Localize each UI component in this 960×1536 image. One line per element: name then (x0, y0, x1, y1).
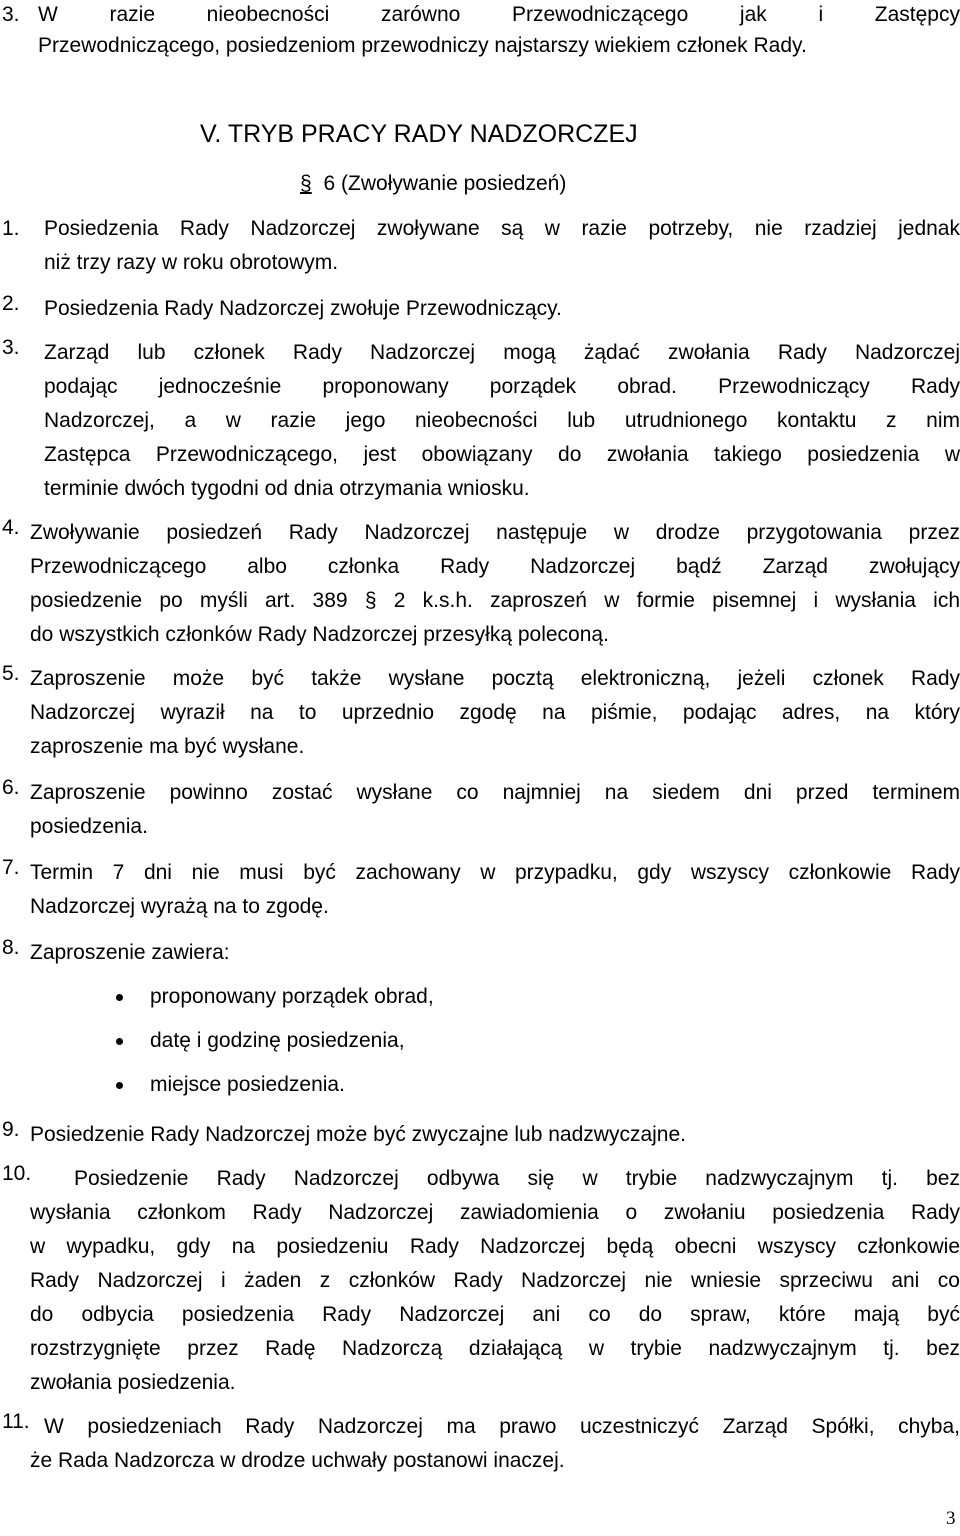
paragraph-line: Posiedzenie Rady Nadzorczej odbywa się w trybie nadzwyczajnym tj. bez (74, 1167, 960, 1190)
item-number: 3. (2, 3, 20, 26)
paragraph-line: wysłania członkom Rady Nadzorczej zawiadomienia o zwołaniu posiedzenia Rady (30, 1201, 960, 1224)
paragraph-line: Nadzorczej wyraził na to uprzednio zgodę na piśmie, podając adres, na który (30, 701, 960, 724)
item-number: 4. (2, 516, 20, 539)
paragraph-line: rozstrzygnięte przez Radę Nadzorczą działającą w trybie nadzwyczajnym tj. bez (30, 1337, 960, 1360)
paragraph-line: Rady Nadzorczej i żaden z członków Rady Nadzorczej nie wniesie sprzeciwu ani co (30, 1269, 960, 1292)
paragraph-line: podając jednocześnie proponowany porządek obrad. Przewodniczący Rady (44, 375, 960, 398)
bullet-icon (116, 1038, 123, 1045)
paragraph-line: Zaproszenie zawiera: (30, 941, 230, 964)
bullet-icon (116, 1082, 123, 1089)
paragraph-line: Zaproszenie może być także wysłane pocztą elektroniczną, jeżeli członek Rady (30, 667, 960, 690)
paragraph-line: terminie dwóch tygodni od dnia otrzymania wniosku. (44, 477, 530, 500)
item-number: 5. (2, 662, 20, 685)
paragraph-line: że Rada Nadzorcza w drodze uchwały postanowi inaczej. (30, 1449, 565, 1472)
section-heading (300, 169, 566, 199)
paragraph-line: Zaproszenie powinno zostać wysłane co najmniej na siedem dni przed terminem (30, 781, 960, 804)
item-number: 10. (2, 1162, 32, 1185)
page-number: 3 (946, 1508, 956, 1529)
paragraph-line: Nadzorczej wyrażą na to zgodę. (30, 895, 329, 918)
paragraph-line: Posiedzenia Rady Nadzorczej zwoływane są w razie potrzeby, nie rzadziej jednak (44, 217, 960, 240)
paragraph-line: Zastępca Przewodniczącego, jest obowiązany do zwołania takiego posiedzenia w (44, 443, 960, 466)
paragraph-line: do odbycia posiedzenia Rady Nadzorczej ani co do spraw, które mają być (30, 1303, 960, 1326)
item-number: 7. (2, 856, 20, 879)
paragraph-line: Przewodniczącego, posiedzeniom przewodniczy najstarszy wiekiem członek Rady. (38, 34, 807, 57)
item-number: 2. (2, 292, 20, 315)
list-item: datę i godzinę posiedzenia, (150, 1029, 405, 1052)
paragraph-line: W posiedzeniach Rady Nadzorczej ma prawo uczestniczyć Zarząd Spółki, chyba, (44, 1415, 960, 1438)
paragraph-line: zwołania posiedzenia. (30, 1371, 236, 1394)
paragraph-line: w wypadku, gdy na posiedzeniu Rady Nadzorczej będą obecni wszyscy członkowie (30, 1235, 960, 1258)
item-number: 3. (2, 336, 20, 359)
paragraph-line: posiedzenie po myśli art. 389 § 2 k.s.h. zaproszeń w formie pisemnej i wysłania ich (30, 589, 960, 612)
item-number: 1. (2, 217, 20, 240)
paragraph-line: Posiedzenia Rady Nadzorczej zwołuje Przewodniczący. (44, 297, 562, 320)
section-title: 6 (Zwoływanie posiedzeń) (323, 172, 567, 195)
paragraph-line: Zarząd lub członek Rady Nadzorczej mogą żądać zwołania Rady Nadzorczej (44, 341, 960, 364)
paragraph-line: do wszystkich członków Rady Nadzorczej przesyłką poleconą. (30, 623, 609, 646)
list-item: miejsce posiedzenia. (150, 1073, 345, 1096)
bullet-icon (116, 994, 123, 1001)
paragraph-line: zaproszenie ma być wysłane. (30, 735, 305, 758)
item-number: 9. (2, 1118, 20, 1141)
paragraph-line: W razie nieobecności zarówno Przewodniczącego jak i Zastępcy (38, 3, 960, 26)
paragraph-line: Zwoływanie posiedzeń Rady Nadzorczej następuje w drodze przygotowania przez (30, 521, 960, 544)
paragraph-line: Przewodniczącego albo członka Rady Nadzorczej bądź Zarząd zwołujący (30, 555, 960, 578)
section-sign: § (300, 172, 312, 195)
list-item: proponowany porządek obrad, (150, 985, 434, 1008)
chapter-heading: V. TRYB PRACY RADY NADZORCZEJ (200, 120, 638, 148)
paragraph-line: Nadzorczej, a w razie jego nieobecności lub utrudnionego kontaktu z nim (44, 409, 960, 432)
paragraph-line: posiedzenia. (30, 815, 148, 838)
item-number: 11. (2, 1410, 30, 1433)
item-number: 6. (2, 776, 20, 799)
paragraph-line: Termin 7 dni nie musi być zachowany w przypadku, gdy wszyscy członkowie Rady (30, 861, 960, 884)
paragraph-line: Posiedzenie Rady Nadzorczej może być zwyczajne lub nadzwyczajne. (30, 1123, 686, 1146)
item-number: 8. (2, 936, 20, 959)
paragraph-line: niż trzy razy w roku obrotowym. (44, 251, 339, 274)
